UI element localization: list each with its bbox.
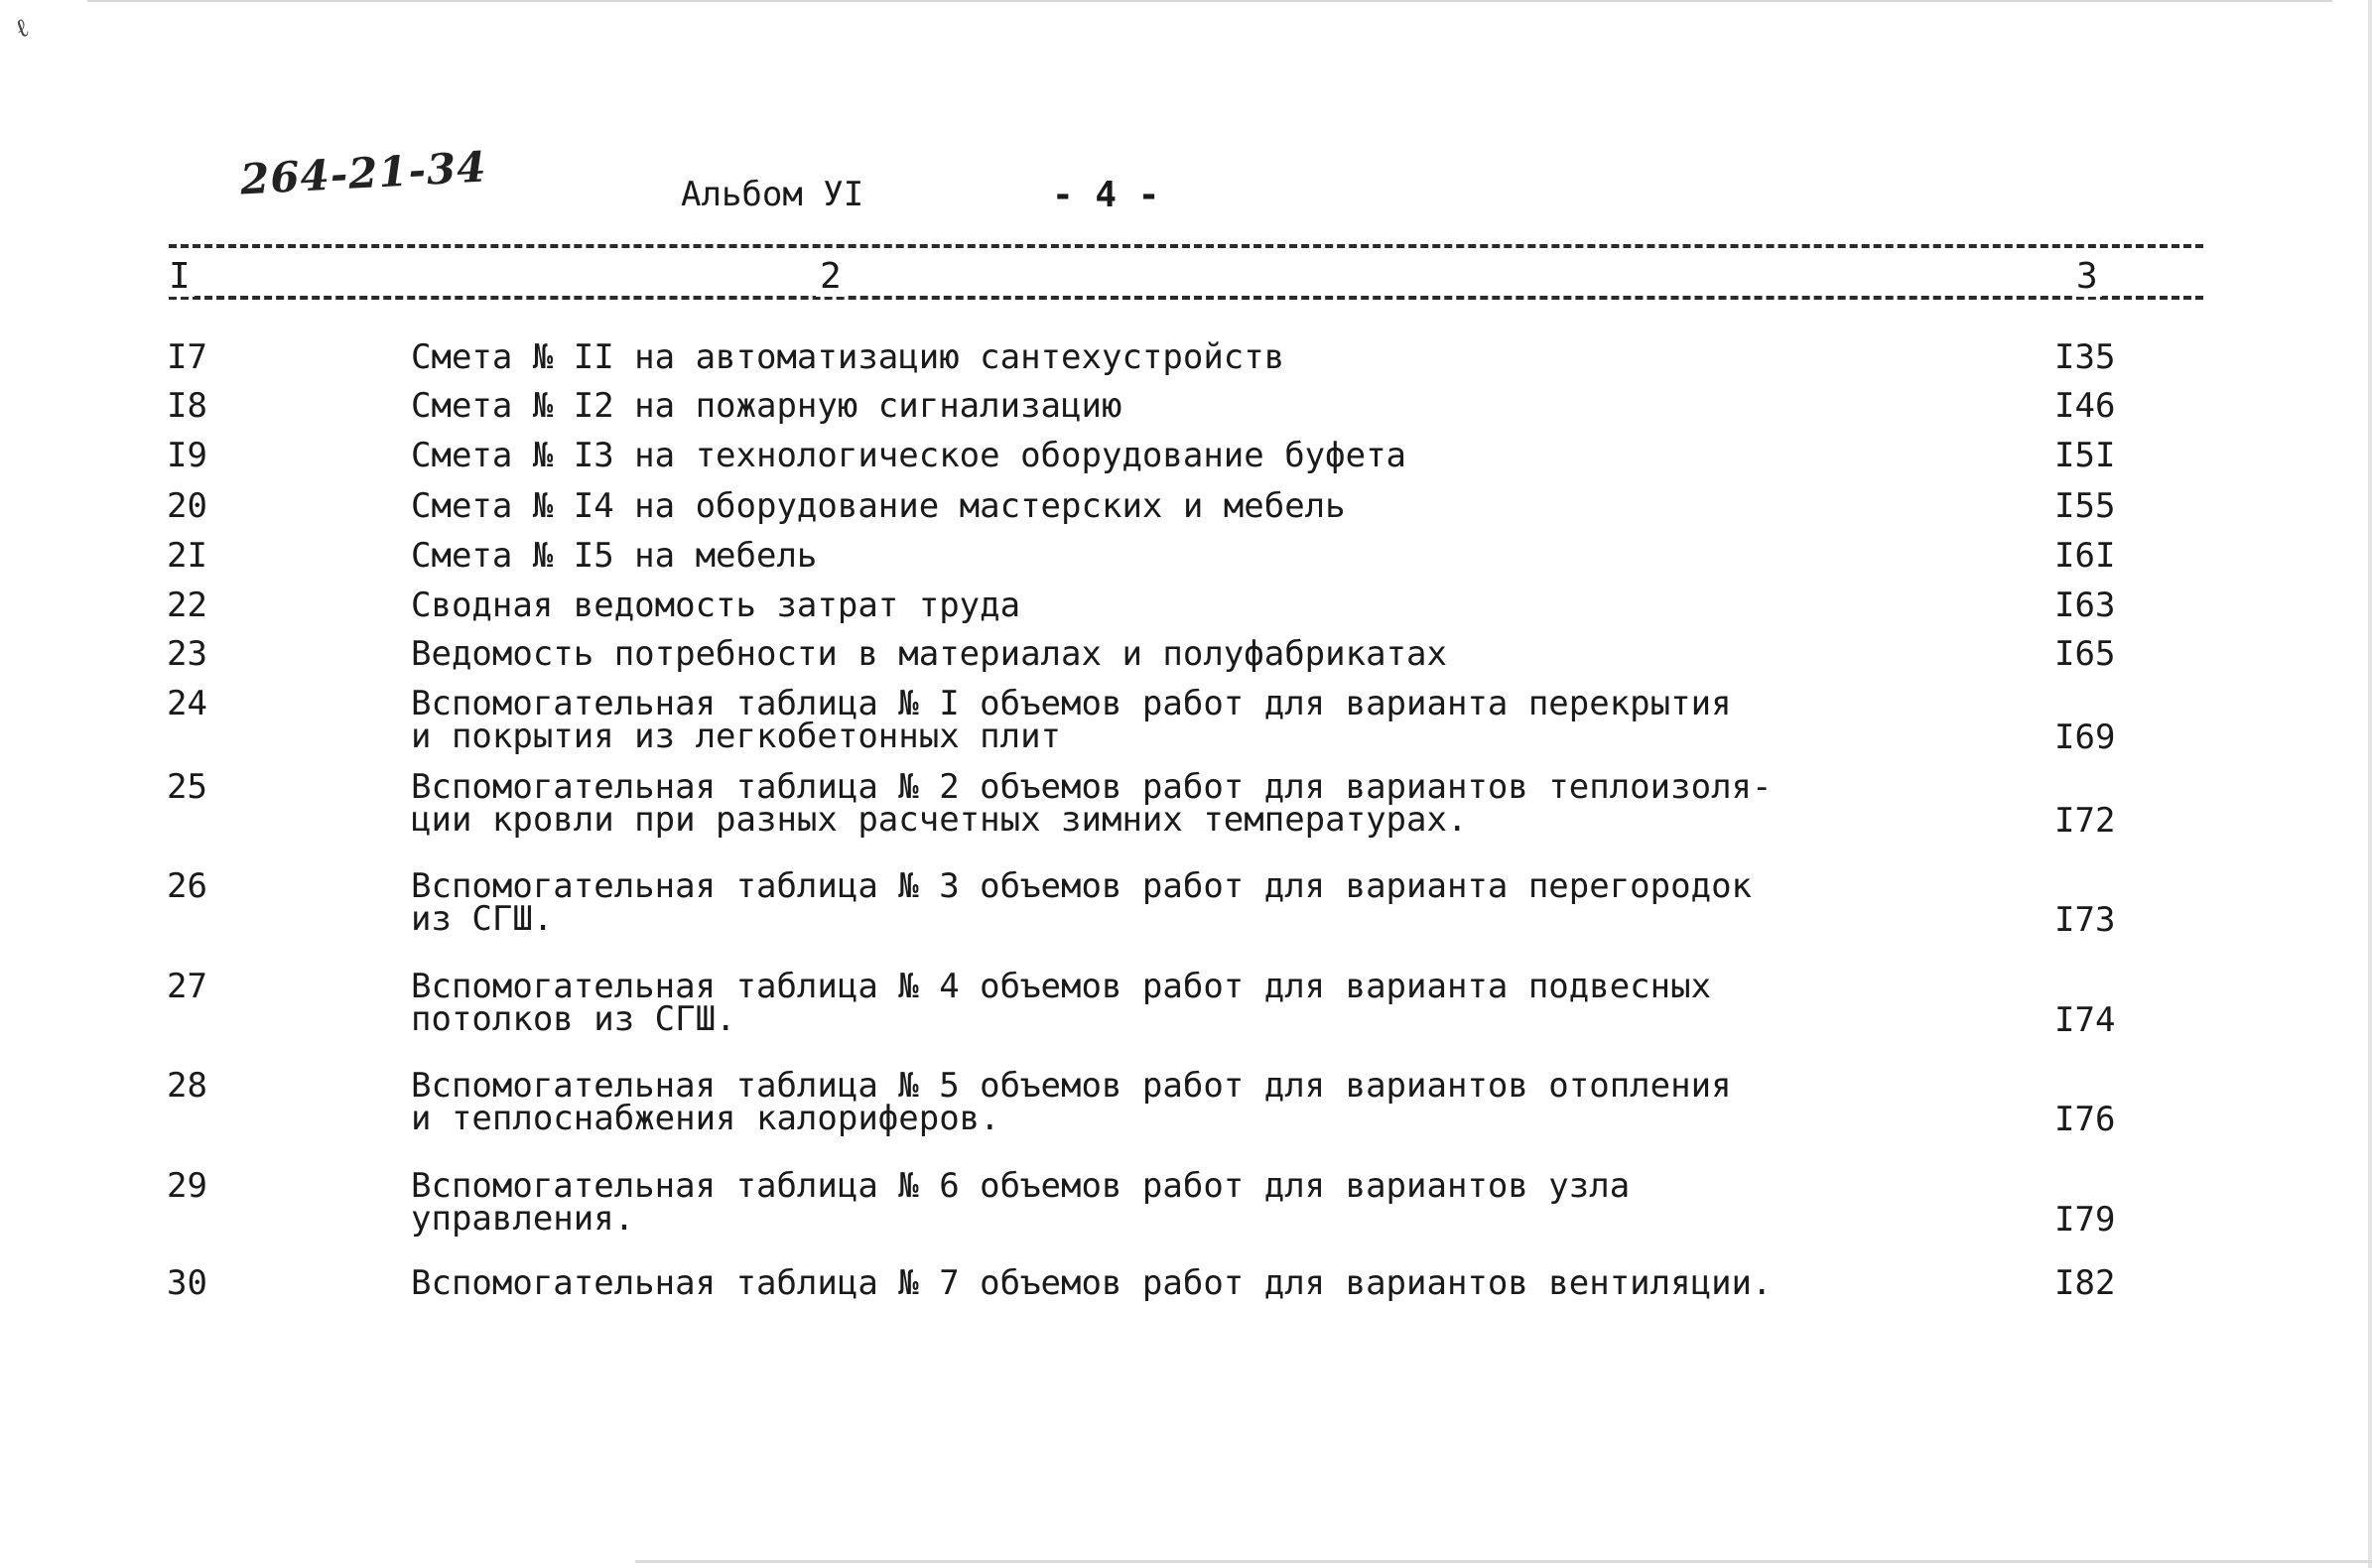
row-number: 25 <box>167 767 207 807</box>
row-title-line: Смета № II на автоматизацию сантехустройств <box>411 337 1285 377</box>
row-title-line: Смета № I2 на пожарную сигнализацию <box>411 386 1122 426</box>
row-number: 24 <box>167 684 207 723</box>
row-title-line: потолков из СГШ. <box>411 999 736 1039</box>
row-title <box>411 967 1820 1039</box>
row-page-number: I5I <box>2054 436 2116 475</box>
row-title-line: ции кровли при разных расчетных зимних температурах. <box>411 800 1468 840</box>
scan-edge-bottom <box>635 1560 2372 1563</box>
row-page-number: I65 <box>2054 634 2116 674</box>
column-header-page: 3 <box>2072 256 2102 297</box>
row-number: 22 <box>167 586 207 625</box>
row-title <box>411 767 1820 840</box>
row-title <box>411 1166 1820 1239</box>
row-title-line: Сводная ведомость затрат труда <box>411 586 1021 625</box>
row-title <box>411 436 1820 475</box>
row-title-line: управления. <box>411 1199 635 1239</box>
row-title <box>411 684 1820 756</box>
row-title-line: Вспомогательная таблица № 5 объемов работ для вариантов отопления <box>411 1066 1732 1106</box>
album-label: Альбом УI <box>681 175 864 214</box>
row-page-number: I63 <box>2054 586 2116 625</box>
handwritten-document-code: 264-21-34 <box>238 142 488 204</box>
page-number: - 4 - <box>1052 175 1160 215</box>
row-number: 26 <box>167 866 207 906</box>
row-title-line: Смета № I3 на технологическое оборудование буфета <box>411 436 1407 475</box>
row-number: 29 <box>167 1166 207 1206</box>
row-title <box>411 386 1820 426</box>
row-title-line: Вспомогательная таблица № 3 объемов работ для варианта перегородок <box>411 866 1753 906</box>
row-number: I8 <box>167 386 207 426</box>
row-title-line: Смета № I5 на мебель <box>411 536 818 576</box>
row-title-line: Вспомогательная таблица № 6 объемов работ для вариантов узла <box>411 1166 1631 1206</box>
row-title <box>411 1066 1820 1138</box>
row-page-number: I79 <box>2054 1200 2116 1240</box>
row-title <box>411 486 1820 526</box>
row-title-line: и теплоснабжения калориферов. <box>411 1099 1000 1138</box>
row-number: 27 <box>167 967 207 1006</box>
row-number: I9 <box>167 436 207 475</box>
row-number: I7 <box>167 337 207 377</box>
row-number: 23 <box>167 634 207 674</box>
row-page-number: I69 <box>2054 718 2116 757</box>
row-title-line: Вспомогательная таблица № 7 объемов работ для вариантов вентиляции. <box>411 1263 1773 1303</box>
row-title <box>411 536 1820 576</box>
header-dashed-rule-top <box>169 244 2203 248</box>
row-title <box>411 337 1820 377</box>
row-title-line: и покрытия из легкобетонных плит <box>411 717 1062 756</box>
margin-mark: ℓ <box>11 12 34 46</box>
row-title <box>411 634 1820 674</box>
row-title-line: Смета № I4 на оборудование мастерских и мебель <box>411 486 1346 526</box>
row-number: 28 <box>167 1066 207 1106</box>
row-page-number: I82 <box>2054 1263 2116 1303</box>
row-title-line: из СГШ. <box>411 899 554 939</box>
row-title <box>411 1263 1820 1303</box>
row-page-number: I46 <box>2054 386 2116 426</box>
column-header-title: 2 <box>816 256 846 297</box>
row-page-number: I35 <box>2054 337 2116 377</box>
header-dashed-rule-bottom <box>169 296 2203 300</box>
row-page-number: I73 <box>2054 900 2116 940</box>
row-page-number: I55 <box>2054 486 2116 526</box>
row-title <box>411 586 1820 625</box>
row-title-line: Ведомость потребности в материалах и полуфабрикатах <box>411 634 1447 674</box>
row-title-line: Вспомогательная таблица № I объемов работ для варианта перекрытия <box>411 684 1732 723</box>
row-number: 2I <box>167 536 207 576</box>
column-header-number: I <box>165 256 195 297</box>
scan-edge-top <box>87 0 2332 2</box>
row-title-line: Вспомогательная таблица № 2 объемов работ для вариантов теплоизоля- <box>411 767 1773 807</box>
row-title-line: Вспомогательная таблица № 4 объемов работ для варианта подвесных <box>411 967 1712 1006</box>
row-page-number: I72 <box>2054 801 2116 841</box>
scan-edge-right <box>2368 0 2372 1568</box>
row-page-number: I6I <box>2054 536 2116 576</box>
row-page-number: I74 <box>2054 1000 2116 1040</box>
row-page-number: I76 <box>2054 1100 2116 1139</box>
row-number: 30 <box>167 1263 207 1303</box>
row-title <box>411 866 1820 939</box>
row-number: 20 <box>167 486 207 526</box>
